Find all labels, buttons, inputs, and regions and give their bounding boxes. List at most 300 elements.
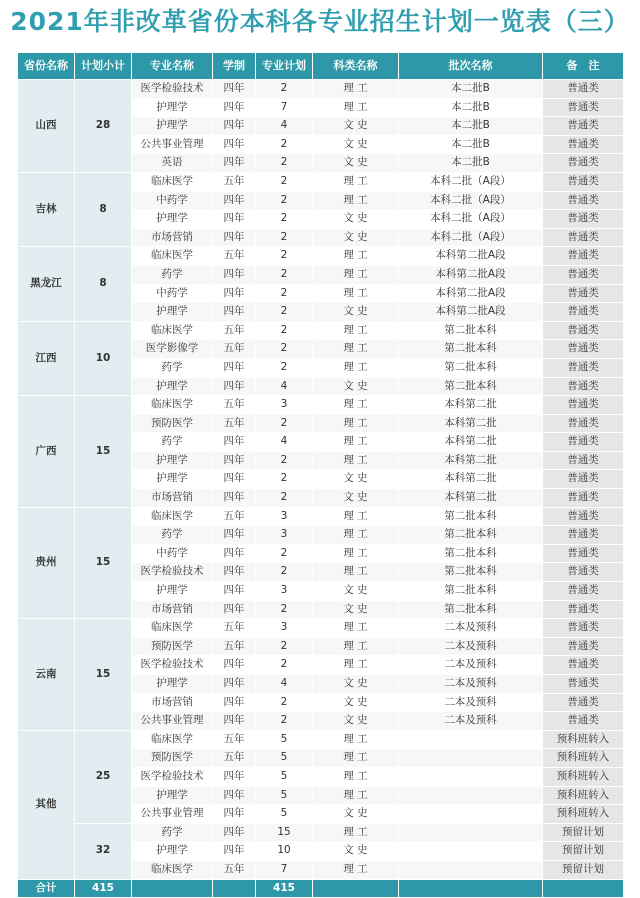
major-name: 护理学 <box>132 582 213 601</box>
batch: 本科二批（A段） <box>399 172 543 191</box>
table-row <box>18 730 624 749</box>
duration: 四年 <box>213 767 256 786</box>
major-plan: 4 <box>256 433 313 452</box>
remarks: 普通类 <box>543 358 624 377</box>
major-name: 市场营销 <box>132 228 213 247</box>
subject-type: 理 工 <box>313 284 399 303</box>
total-empty-cell <box>132 879 213 898</box>
remarks: 普通类 <box>543 377 624 396</box>
major-plan: 5 <box>256 749 313 768</box>
major-plan: 5 <box>256 786 313 805</box>
header-plan-subtotal: 计划小计 <box>75 53 132 80</box>
major-plan: 3 <box>256 526 313 545</box>
batch <box>399 805 543 824</box>
major-plan: 2 <box>256 451 313 470</box>
duration: 四年 <box>213 228 256 247</box>
subject-type: 理 工 <box>313 786 399 805</box>
major-plan: 2 <box>256 172 313 191</box>
subject-type: 文 史 <box>313 470 399 489</box>
major-plan: 3 <box>256 619 313 638</box>
duration: 五年 <box>213 172 256 191</box>
subject-type: 理 工 <box>313 749 399 768</box>
batch: 二本及预科 <box>399 656 543 675</box>
header-batch: 批次名称 <box>399 53 543 80</box>
remarks: 普通类 <box>543 172 624 191</box>
plan-subtotal: 10 <box>75 321 132 395</box>
province-name: 江西 <box>18 321 75 395</box>
remarks: 普通类 <box>543 210 624 229</box>
batch: 本科二批（A段） <box>399 191 543 210</box>
major-name: 临床医学 <box>132 172 213 191</box>
subject-type: 文 史 <box>313 675 399 694</box>
plan-subtotal: 15 <box>75 507 132 619</box>
duration: 五年 <box>213 340 256 359</box>
duration: 四年 <box>213 98 256 117</box>
remarks: 预留计划 <box>543 823 624 842</box>
remarks: 普通类 <box>543 544 624 563</box>
province-name: 黑龙江 <box>18 247 75 321</box>
batch: 第二批本科 <box>399 526 543 545</box>
remarks: 普通类 <box>543 191 624 210</box>
batch: 本科第二批 <box>399 414 543 433</box>
duration: 四年 <box>213 805 256 824</box>
header-major: 专业名称 <box>132 53 213 80</box>
major-name: 护理学 <box>132 675 213 694</box>
batch: 二本及预科 <box>399 619 543 638</box>
duration: 五年 <box>213 247 256 266</box>
subject-type: 理 工 <box>313 433 399 452</box>
major-plan: 2 <box>256 265 313 284</box>
remarks: 普通类 <box>543 507 624 526</box>
major-name: 预防医学 <box>132 637 213 656</box>
remarks: 预科班转入 <box>543 767 624 786</box>
batch: 第二批本科 <box>399 563 543 582</box>
header-remarks: 备 注 <box>543 53 624 80</box>
batch: 本二批B <box>399 98 543 117</box>
remarks: 普通类 <box>543 117 624 136</box>
remarks: 普通类 <box>543 489 624 508</box>
duration: 四年 <box>213 377 256 396</box>
subject-type: 文 史 <box>313 228 399 247</box>
duration: 五年 <box>213 414 256 433</box>
remarks: 普通类 <box>543 563 624 582</box>
batch: 二本及预科 <box>399 675 543 694</box>
plan-subtotal: 15 <box>75 619 132 731</box>
major-plan: 4 <box>256 117 313 136</box>
remarks: 普通类 <box>543 396 624 415</box>
table-row <box>18 619 624 638</box>
table-row <box>18 507 624 526</box>
major-name: 药学 <box>132 265 213 284</box>
header-province: 省份名称 <box>18 53 75 80</box>
table-header-row <box>18 53 624 80</box>
subject-type: 理 工 <box>313 98 399 117</box>
subject-type: 文 史 <box>313 693 399 712</box>
remarks: 普通类 <box>543 712 624 731</box>
major-plan: 2 <box>256 191 313 210</box>
major-plan: 7 <box>256 860 313 879</box>
major-name: 临床医学 <box>132 507 213 526</box>
major-name: 护理学 <box>132 786 213 805</box>
subject-type: 理 工 <box>313 637 399 656</box>
major-name: 护理学 <box>132 117 213 136</box>
subject-type: 文 史 <box>313 135 399 154</box>
batch <box>399 823 543 842</box>
duration: 四年 <box>213 823 256 842</box>
major-name: 临床医学 <box>132 396 213 415</box>
major-plan: 5 <box>256 730 313 749</box>
major-name: 临床医学 <box>132 619 213 638</box>
batch: 本科第二批 <box>399 451 543 470</box>
subject-type: 理 工 <box>313 340 399 359</box>
major-plan: 2 <box>256 135 313 154</box>
major-name: 英语 <box>132 154 213 173</box>
major-plan: 2 <box>256 637 313 656</box>
subject-type: 理 工 <box>313 191 399 210</box>
remarks: 预科班转入 <box>543 805 624 824</box>
major-plan: 2 <box>256 321 313 340</box>
subject-type: 理 工 <box>313 451 399 470</box>
subject-type: 理 工 <box>313 526 399 545</box>
remarks: 普通类 <box>543 321 624 340</box>
batch: 本二批B <box>399 117 543 136</box>
subject-type: 理 工 <box>313 656 399 675</box>
province-name: 其他 <box>18 730 75 879</box>
duration: 四年 <box>213 489 256 508</box>
major-name: 护理学 <box>132 98 213 117</box>
duration: 五年 <box>213 860 256 879</box>
remarks: 普通类 <box>543 265 624 284</box>
major-name: 药学 <box>132 823 213 842</box>
duration: 四年 <box>213 210 256 229</box>
duration: 四年 <box>213 600 256 619</box>
batch: 本科二批（A段） <box>399 210 543 229</box>
subject-type: 理 工 <box>313 265 399 284</box>
major-plan: 10 <box>256 842 313 861</box>
major-name: 临床医学 <box>132 860 213 879</box>
batch: 第二批本科 <box>399 340 543 359</box>
major-name: 医学影像学 <box>132 340 213 359</box>
batch <box>399 860 543 879</box>
major-plan: 3 <box>256 507 313 526</box>
major-plan: 2 <box>256 489 313 508</box>
batch: 本科第二批A段 <box>399 247 543 266</box>
remarks: 普通类 <box>543 154 624 173</box>
major-name: 公共事业管理 <box>132 135 213 154</box>
subject-type: 文 史 <box>313 582 399 601</box>
duration: 四年 <box>213 526 256 545</box>
major-plan: 15 <box>256 823 313 842</box>
major-plan: 7 <box>256 98 313 117</box>
subject-type: 文 史 <box>313 600 399 619</box>
remarks: 普通类 <box>543 451 624 470</box>
header-duration: 学制 <box>213 53 256 80</box>
batch: 二本及预科 <box>399 712 543 731</box>
subject-type: 文 史 <box>313 805 399 824</box>
batch: 本科第二批 <box>399 470 543 489</box>
remarks: 普通类 <box>543 693 624 712</box>
subject-type: 理 工 <box>313 730 399 749</box>
remarks: 预科班转入 <box>543 730 624 749</box>
major-plan: 5 <box>256 805 313 824</box>
remarks: 普通类 <box>543 656 624 675</box>
subject-type: 理 工 <box>313 544 399 563</box>
table-row <box>18 396 624 415</box>
table-row <box>18 172 624 191</box>
enrollment-plan-table <box>17 52 624 898</box>
remarks: 普通类 <box>543 340 624 359</box>
batch: 本科第二批A段 <box>399 284 543 303</box>
total-empty-cell <box>313 879 399 898</box>
subject-type: 理 工 <box>313 767 399 786</box>
major-plan: 2 <box>256 544 313 563</box>
table-row <box>18 823 624 842</box>
major-name: 护理学 <box>132 451 213 470</box>
subject-type: 理 工 <box>313 619 399 638</box>
subject-type: 理 工 <box>313 860 399 879</box>
subject-type: 理 工 <box>313 358 399 377</box>
table-row <box>18 247 624 266</box>
major-plan: 2 <box>256 414 313 433</box>
duration: 四年 <box>213 117 256 136</box>
duration: 五年 <box>213 507 256 526</box>
major-plan: 2 <box>256 284 313 303</box>
batch: 二本及预科 <box>399 637 543 656</box>
duration: 四年 <box>213 712 256 731</box>
remarks: 普通类 <box>543 619 624 638</box>
major-plan: 5 <box>256 767 313 786</box>
batch: 本二批B <box>399 154 543 173</box>
major-plan: 2 <box>256 600 313 619</box>
subject-type: 文 史 <box>313 117 399 136</box>
duration: 四年 <box>213 842 256 861</box>
plan-subtotal: 32 <box>75 823 132 879</box>
batch: 第二批本科 <box>399 358 543 377</box>
remarks: 普通类 <box>543 303 624 322</box>
duration: 五年 <box>213 396 256 415</box>
subject-type: 文 史 <box>313 154 399 173</box>
total-row <box>18 879 624 898</box>
major-name: 药学 <box>132 358 213 377</box>
major-name: 市场营销 <box>132 489 213 508</box>
subject-type: 理 工 <box>313 396 399 415</box>
subject-type: 文 史 <box>313 489 399 508</box>
batch: 本科第二批 <box>399 433 543 452</box>
major-name: 中药学 <box>132 544 213 563</box>
major-plan: 2 <box>256 693 313 712</box>
batch <box>399 767 543 786</box>
remarks: 普通类 <box>543 135 624 154</box>
subject-type: 理 工 <box>313 563 399 582</box>
major-name: 护理学 <box>132 842 213 861</box>
duration: 四年 <box>213 265 256 284</box>
total-subtotal: 415 <box>75 879 132 898</box>
batch: 本二批B <box>399 135 543 154</box>
remarks: 普通类 <box>543 582 624 601</box>
subject-type: 文 史 <box>313 712 399 731</box>
table-row <box>18 321 624 340</box>
duration: 四年 <box>213 303 256 322</box>
table-body <box>18 80 624 880</box>
remarks: 普通类 <box>543 675 624 694</box>
province-name: 贵州 <box>18 507 75 619</box>
major-name: 临床医学 <box>132 321 213 340</box>
duration: 五年 <box>213 749 256 768</box>
batch: 本科第二批 <box>399 489 543 508</box>
plan-subtotal: 8 <box>75 172 132 246</box>
batch: 第二批本科 <box>399 582 543 601</box>
duration: 四年 <box>213 693 256 712</box>
major-name: 药学 <box>132 433 213 452</box>
subject-type: 理 工 <box>313 823 399 842</box>
batch: 本科二批（A段） <box>399 228 543 247</box>
plan-subtotal: 25 <box>75 730 132 823</box>
batch: 第二批本科 <box>399 377 543 396</box>
total-empty-cell <box>399 879 543 898</box>
duration: 四年 <box>213 470 256 489</box>
batch: 本科第二批A段 <box>399 265 543 284</box>
batch <box>399 842 543 861</box>
province-name: 云南 <box>18 619 75 731</box>
subject-type: 文 史 <box>313 210 399 229</box>
duration: 四年 <box>213 135 256 154</box>
major-plan: 2 <box>256 563 313 582</box>
batch: 第二批本科 <box>399 507 543 526</box>
subject-type: 文 史 <box>313 842 399 861</box>
duration: 五年 <box>213 637 256 656</box>
batch: 本二批B <box>399 80 543 99</box>
plan-subtotal: 28 <box>75 80 132 173</box>
major-plan: 2 <box>256 470 313 489</box>
major-name: 护理学 <box>132 377 213 396</box>
duration: 四年 <box>213 675 256 694</box>
remarks: 普通类 <box>543 284 624 303</box>
remarks: 普通类 <box>543 414 624 433</box>
duration: 四年 <box>213 544 256 563</box>
province-name: 吉林 <box>18 172 75 246</box>
batch: 第二批本科 <box>399 321 543 340</box>
major-name: 临床医学 <box>132 730 213 749</box>
remarks: 普通类 <box>543 526 624 545</box>
duration: 五年 <box>213 730 256 749</box>
major-name: 预防医学 <box>132 414 213 433</box>
subject-type: 理 工 <box>313 247 399 266</box>
subject-type: 理 工 <box>313 321 399 340</box>
subject-type: 理 工 <box>313 414 399 433</box>
duration: 四年 <box>213 433 256 452</box>
remarks: 预科班转入 <box>543 749 624 768</box>
major-plan: 2 <box>256 340 313 359</box>
duration: 四年 <box>213 451 256 470</box>
major-name: 市场营销 <box>132 600 213 619</box>
plan-subtotal: 8 <box>75 247 132 321</box>
subject-type: 理 工 <box>313 80 399 99</box>
total-major-plan: 415 <box>256 879 313 898</box>
subject-type: 文 史 <box>313 377 399 396</box>
major-name: 中药学 <box>132 191 213 210</box>
batch: 本科第二批 <box>399 396 543 415</box>
major-name: 护理学 <box>132 470 213 489</box>
remarks: 普通类 <box>543 637 624 656</box>
duration: 四年 <box>213 786 256 805</box>
duration: 五年 <box>213 619 256 638</box>
duration: 五年 <box>213 321 256 340</box>
major-name: 护理学 <box>132 210 213 229</box>
remarks: 预科班转入 <box>543 786 624 805</box>
plan-subtotal: 15 <box>75 396 132 508</box>
batch <box>399 749 543 768</box>
batch: 二本及预科 <box>399 693 543 712</box>
major-name: 公共事业管理 <box>132 805 213 824</box>
major-plan: 4 <box>256 675 313 694</box>
major-plan: 3 <box>256 396 313 415</box>
duration: 四年 <box>213 582 256 601</box>
subject-type: 理 工 <box>313 507 399 526</box>
remarks: 预留计划 <box>543 860 624 879</box>
major-name: 临床医学 <box>132 247 213 266</box>
major-name: 护理学 <box>132 303 213 322</box>
remarks: 普通类 <box>543 600 624 619</box>
major-plan: 2 <box>256 712 313 731</box>
duration: 四年 <box>213 656 256 675</box>
major-plan: 4 <box>256 377 313 396</box>
duration: 四年 <box>213 563 256 582</box>
total-label: 合计 <box>18 879 75 898</box>
major-name: 医学检验技术 <box>132 656 213 675</box>
batch <box>399 786 543 805</box>
major-plan: 2 <box>256 656 313 675</box>
province-name: 山西 <box>18 80 75 173</box>
major-name: 医学检验技术 <box>132 563 213 582</box>
major-plan: 2 <box>256 228 313 247</box>
batch: 本科第二批A段 <box>399 303 543 322</box>
major-plan: 3 <box>256 582 313 601</box>
total-empty-cell <box>543 879 624 898</box>
duration: 四年 <box>213 154 256 173</box>
remarks: 普通类 <box>543 80 624 99</box>
major-plan: 2 <box>256 358 313 377</box>
province-name: 广西 <box>18 396 75 508</box>
major-name: 中药学 <box>132 284 213 303</box>
remarks: 普通类 <box>543 98 624 117</box>
subject-type: 文 史 <box>313 303 399 322</box>
remarks: 预留计划 <box>543 842 624 861</box>
total-empty-cell <box>213 879 256 898</box>
duration: 四年 <box>213 80 256 99</box>
major-plan: 2 <box>256 154 313 173</box>
duration: 四年 <box>213 191 256 210</box>
batch: 第二批本科 <box>399 600 543 619</box>
header-subject-type: 科类名称 <box>313 53 399 80</box>
major-name: 医学检验技术 <box>132 767 213 786</box>
major-name: 药学 <box>132 526 213 545</box>
duration: 四年 <box>213 284 256 303</box>
major-plan: 2 <box>256 80 313 99</box>
major-name: 医学检验技术 <box>132 80 213 99</box>
major-plan: 2 <box>256 247 313 266</box>
remarks: 普通类 <box>543 433 624 452</box>
major-name: 预防医学 <box>132 749 213 768</box>
batch <box>399 730 543 749</box>
remarks: 普通类 <box>543 247 624 266</box>
major-plan: 2 <box>256 210 313 229</box>
major-name: 公共事业管理 <box>132 712 213 731</box>
major-plan: 2 <box>256 303 313 322</box>
table-row <box>18 80 624 99</box>
subject-type: 理 工 <box>313 172 399 191</box>
major-name: 市场营销 <box>132 693 213 712</box>
remarks: 普通类 <box>543 228 624 247</box>
